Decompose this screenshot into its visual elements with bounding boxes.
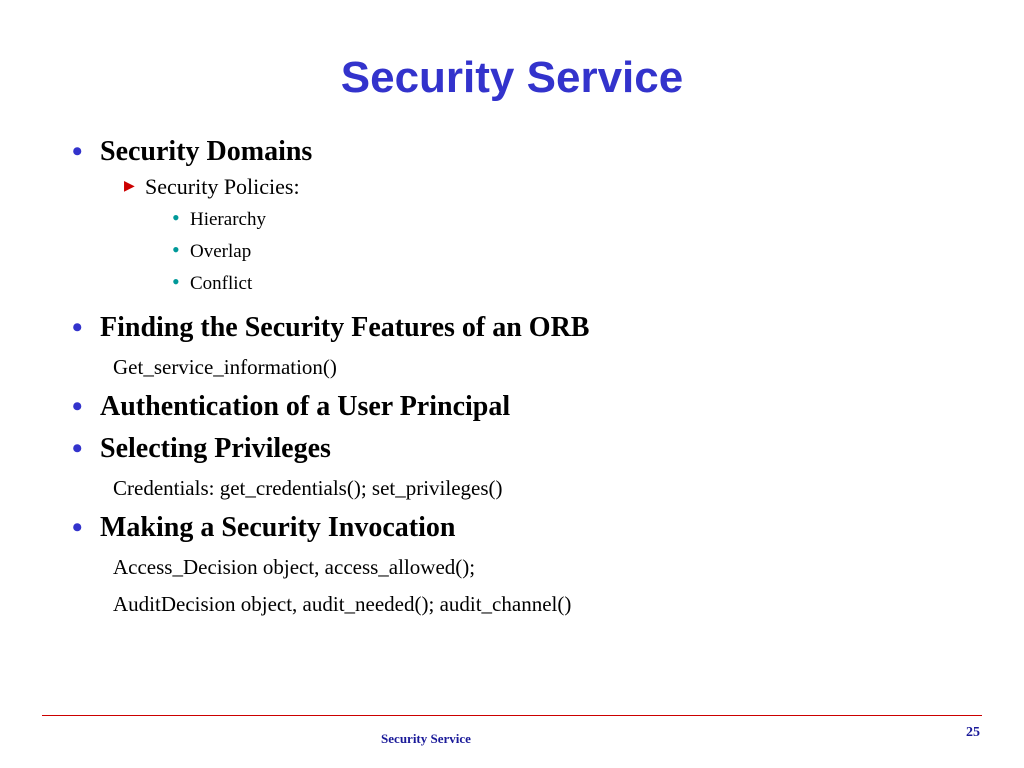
slide-title: Security Service <box>340 53 684 102</box>
footer-divider <box>42 715 982 716</box>
bullet-item <box>72 134 972 170</box>
bullet-item <box>72 431 972 467</box>
footer-title: Security Service <box>381 731 471 746</box>
bullet-dot-icon: • <box>72 311 83 344</box>
bullet-text: Making a Security Invocation <box>100 512 456 543</box>
sub-sub-bullet-item <box>72 270 972 298</box>
sub-sub-bullet-text: Hierarchy <box>190 209 266 230</box>
detail-line: Get_service_information() <box>113 355 337 379</box>
sub-sub-bullet-item <box>72 238 972 266</box>
triangle-right-icon: ▶ <box>124 179 135 194</box>
bullet-text: Security Domains <box>100 136 313 167</box>
bullet-dot-icon: • <box>172 269 180 294</box>
bullet-text: Finding the Security Features of an ORB <box>100 312 590 343</box>
sub-sub-bullet-item <box>72 206 972 234</box>
detail-line: Access_Decision object, access_allowed(); <box>113 555 476 579</box>
bullet-item <box>72 310 972 346</box>
bullet-dot-icon: • <box>72 135 83 168</box>
bullet-list <box>72 134 972 626</box>
detail-line: Credentials: get_credentials(); set_privileges() <box>113 476 503 500</box>
detail-line: AuditDecision object, audit_needed(); audit_channel() <box>113 592 572 616</box>
page-number: 25 <box>966 725 980 740</box>
bullet-dot-icon: • <box>172 237 180 262</box>
bullet-text: Authentication of a User Principal <box>100 391 511 422</box>
sub-sub-bullet-text: Overlap <box>190 241 252 262</box>
bullet-dot-icon: • <box>72 511 83 544</box>
bullet-item <box>72 389 972 425</box>
sub-bullet-text: Security Policies: <box>145 174 300 199</box>
sub-bullet-item <box>72 172 972 202</box>
sub-sub-bullet-text: Conflict <box>190 273 253 294</box>
bullet-dot-icon: • <box>172 205 180 230</box>
bullet-dot-icon: • <box>72 390 83 423</box>
bullet-item <box>72 510 972 546</box>
bullet-dot-icon: • <box>72 432 83 465</box>
bullet-text: Selecting Privileges <box>100 433 331 464</box>
